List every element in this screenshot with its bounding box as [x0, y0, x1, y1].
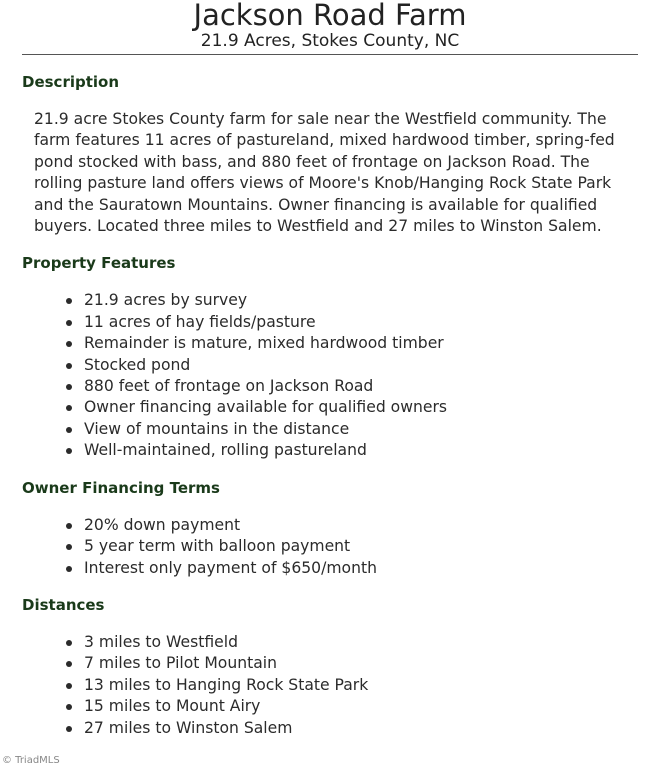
- list-item: 15 miles to Mount Airy: [66, 696, 666, 717]
- list-item: View of mountains in the distance: [66, 419, 666, 440]
- description-text: 21.9 acre Stokes County farm for sale near the Westfield community. The farm features 11 acres of pastureland, mixed hardwood timber, spring-fed pond stocked with bass, and 880 feet of frontage on Jackson Road. The rolling pasture land offers views of Moore's Knob/Hanging Rock State Park and the Sauratown Mountains. Owner financing is available for qualified buyers. Located three miles to Westfield and 27 miles to Winston Salem.: [34, 110, 615, 236]
- financing-heading: Owner Financing Terms: [22, 478, 220, 497]
- list-item: 27 miles to Winston Salem: [66, 718, 666, 739]
- description-heading: Description: [22, 73, 120, 91]
- list-item: 3 miles to Westfield: [66, 632, 666, 653]
- financing-section: [0, 479, 666, 579]
- features-list: [0, 290, 666, 461]
- features-heading: Property Features: [22, 254, 176, 273]
- list-item: Interest only payment of $650/month: [66, 558, 666, 579]
- list-item: Well-maintained, rolling pastureland: [66, 440, 666, 461]
- list-item: 20% down payment: [66, 515, 666, 536]
- list-item: 13 miles to Hanging Rock State Park: [66, 675, 666, 696]
- watermark: © TriadMLS: [2, 755, 60, 766]
- list-item: Stocked pond: [66, 355, 666, 376]
- page-subtitle: 21.9 Acres, Stokes County, NC: [200, 31, 460, 51]
- financing-list: [0, 515, 666, 579]
- distances-section: [0, 596, 666, 739]
- distances-heading: Distances: [22, 595, 105, 614]
- list-item: 5 year term with balloon payment: [66, 536, 666, 557]
- list-item: 11 acres of hay fields/pasture: [66, 312, 666, 333]
- list-item: 880 feet of frontage on Jackson Road: [66, 376, 666, 397]
- page-title: Jackson Road Farm: [193, 0, 467, 32]
- list-item: 21.9 acres by survey: [66, 290, 666, 311]
- list-item: 7 miles to Pilot Mountain: [66, 653, 666, 674]
- page-header: [22, 0, 638, 55]
- description-section: [0, 73, 666, 237]
- distances-list: [0, 632, 666, 739]
- list-item: Remainder is mature, mixed hardwood timber: [66, 333, 666, 354]
- list-item: Owner financing available for qualified owners: [66, 397, 666, 418]
- features-section: [0, 254, 666, 461]
